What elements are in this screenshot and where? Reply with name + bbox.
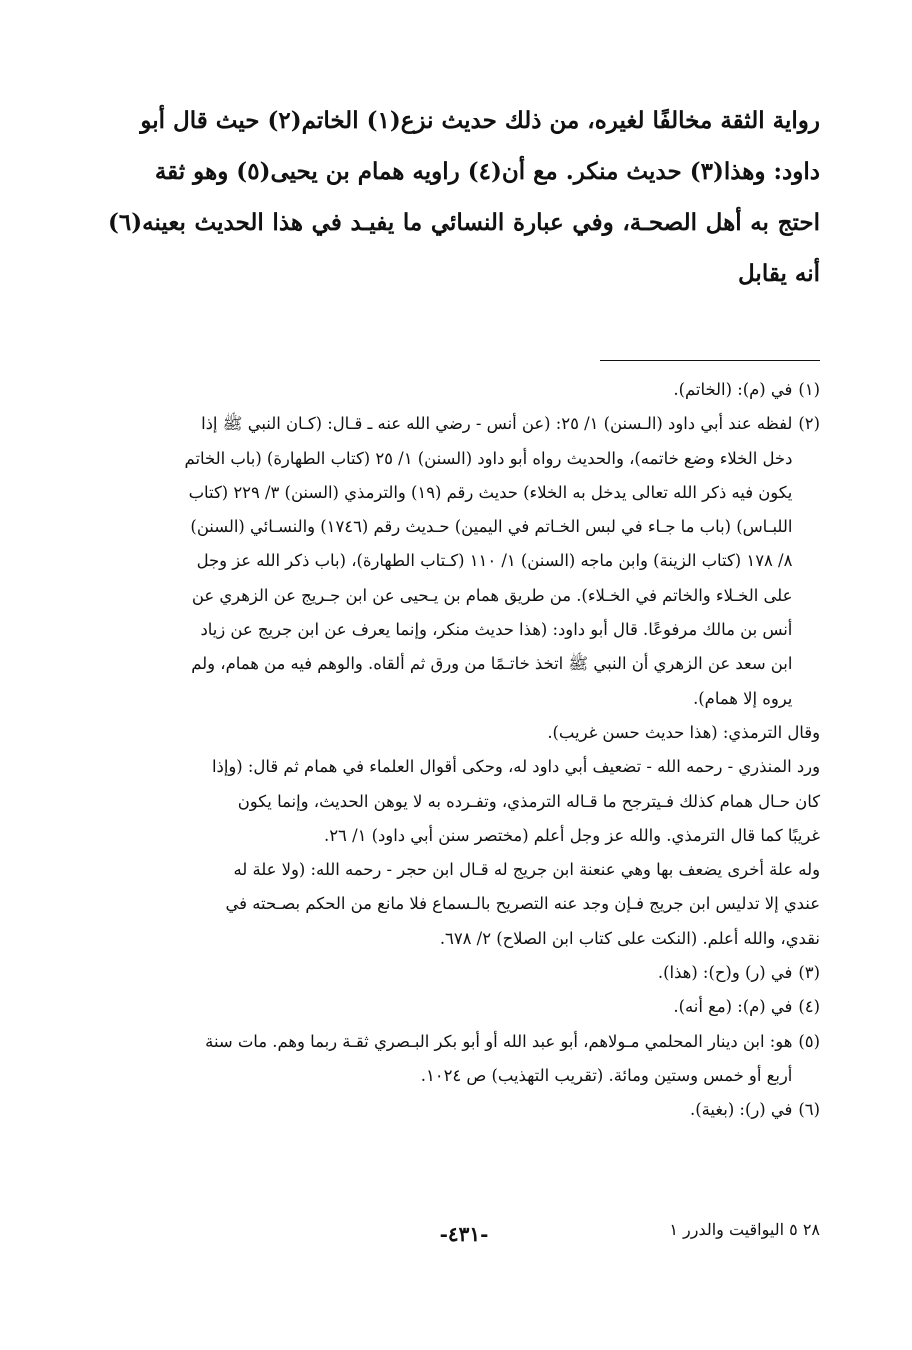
footnote-text: يروه إلا همام). [693, 688, 793, 708]
footnote-2 [108, 407, 820, 716]
footnote-text: هو: ابن دينار المحلمي مـولاهم، أبو عبد الله أو أبو بكر البـصري ثقـة ربما وهم. مات سنة [205, 1031, 793, 1051]
footnote-number: (٥) [798, 1031, 820, 1051]
footnote-text: ابن سعد عن الزهري أن النبي ﷺ اتخذ خاتـمًا من ورق ثم ألقاه. والوهم فيه من همام، ولم [191, 654, 793, 674]
footnote-text: وله علة أخرى يضعف بها وهي عنعنة ابن جريج له قـال ابن حجر - رحمه الله: (ولا علة له [233, 860, 820, 880]
footnote-text: في (م): (الخاتم). [673, 380, 793, 399]
footnote-text: ورد المنذري - رحمه الله - تضعيف أبي داود له، وحكى أقوال العلماء في همام ثم قال: (وإذا [211, 757, 820, 777]
footnote-4 [108, 990, 820, 1024]
page-number: -٤٣١- [439, 1222, 489, 1246]
footnote-5 [108, 1025, 820, 1094]
footnote-text: في (م): (مع أنه). [673, 997, 793, 1017]
footnote-text: ٨/ ١٧٨ (كتاب الزينة) وابن ماجه (السنن) ١/ ١١٠ (كـتاب الطهارة)، (باب ذكر الله عز وجل [196, 551, 793, 571]
footnote-number: (٦) [798, 1100, 820, 1120]
page [108, 95, 820, 1128]
footnote-number: (٢) [798, 414, 820, 434]
footnote-1 [108, 373, 820, 407]
footnote-2-paragraph [108, 853, 820, 956]
footnote-text: على الخـلاء والخاتم في الخـلاء). من طريق همام بن يـحيى عن ابن جـريج عن الزهري عن [191, 585, 793, 605]
main-line: داود: وهذا(٣) حديث منكر. مع أن(٤) راويه همام بن يحيى(٥) وهو ثقة [154, 158, 820, 185]
footnote-text: دخل الخلاء وضع خاتمه)، والحديث رواه أبو داود (السنن) ١/ ٢٥ (كتاب الطهارة) (باب الخاتم [184, 448, 793, 468]
footnote-6 [108, 1093, 820, 1127]
footnote-3 [108, 956, 820, 990]
footnote-number: (٤) [798, 997, 820, 1017]
footnote-text: كان حـال همام كذلك فـيترجح ما قـاله الترمذي، وتفـرده به لا يوهن الحديث، وإنما يكون [237, 791, 820, 811]
footnote-text: غريبًا كما قال الترمذي. والله عز وجل أعلم (مختصر سنن أبي داود) ١/ ٢٦. [324, 825, 820, 845]
footnote-text: لفظه عند أبي داود (الـسنن) ١/ ٢٥: (عن أنس - رضي الله عنه ـ قـال: (كـان النبي ﷺ إذا [201, 414, 793, 434]
footnote-text: يكون فيه ذكر الله تعالى يدخل به الخلاء) حديث رقم (١٩) والترمذي (السنن) ٣/ ٢٢٩ (كتاب [188, 482, 793, 502]
footnote-text: في (ر): (بغية). [690, 1100, 793, 1120]
main-line: احتج به أهل الصحـة، وفي عبارة النسائي ما يفيـد في هذا الحديث بعينه(٦) أنه يقابل [108, 209, 820, 287]
footnote-text: في (ر) و(ح): (هذا). [657, 963, 793, 983]
footnote-text: اللبـاس) (باب ما جـاء في لبس الخـاتم في اليمين) حـديث رقم (١٧٤٦) والنسـائي (السنن) [190, 517, 793, 537]
book-signature: ٢٨ ٥ اليواقيت والدرر ١ [669, 1220, 820, 1239]
footnotes [108, 373, 820, 1128]
footnote-text: أربع أو خمس وستين ومائة. (تقريب التهذيب) ص ١٠٢٤. [420, 1065, 793, 1085]
main-paragraph [108, 95, 820, 299]
page-footer [108, 1220, 820, 1260]
footnote-separator [600, 360, 820, 361]
footnote-number: (١) [798, 380, 820, 399]
footnote-text: عندي إلا تدليس ابن جريج فـإن وجد عنه التصريح بالـسماع فلا مانع من الحكم بصـحته في [225, 894, 820, 914]
footnote-text: أنس بن مالك مرفوعًا. قال أبو داود: (هذا حديث منكر، وإنما يعرف عن ابن جريج عن زياد [200, 620, 793, 640]
main-line: رواية الثقة مخالفًا لغيره، من ذلك حديث نزع(١) الخاتم(٢) حيث قال أبو [140, 107, 820, 134]
footnote-number: (٣) [798, 963, 820, 983]
footnote-2-paragraph [108, 716, 820, 750]
footnote-text: وقال الترمذي: (هذا حديث حسن غريب). [547, 722, 820, 742]
footnote-text: نقدي، والله أعلم. (النكت على كتاب ابن الصلاح) ٢/ ٦٧٨. [439, 928, 820, 948]
footnote-2-paragraph [108, 750, 820, 853]
